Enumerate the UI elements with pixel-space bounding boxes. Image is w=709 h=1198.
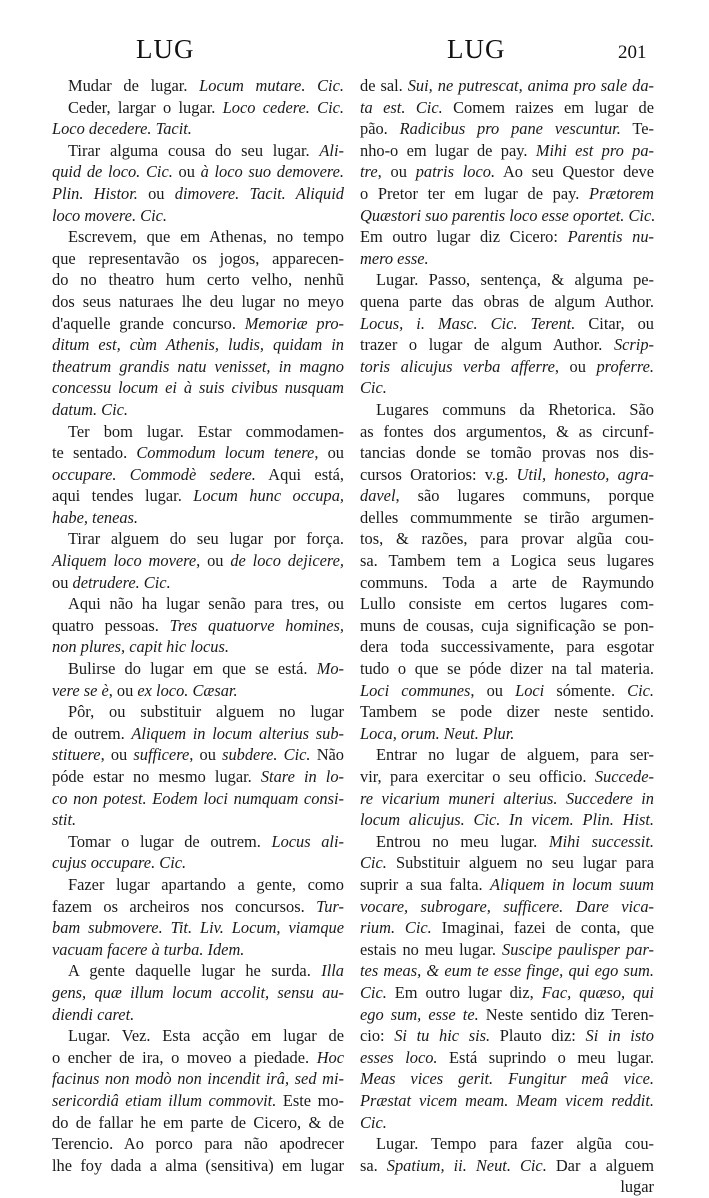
latin-text: datum. Cic. <box>52 399 129 419</box>
latin-text: Succede- <box>594 767 654 786</box>
text-line <box>360 1004 654 1026</box>
text-line <box>52 313 344 335</box>
text-line <box>360 507 654 529</box>
latin-text: de loco dejicere, <box>230 551 345 571</box>
latin-text: Hoc <box>316 1047 344 1067</box>
latin-text: Illa <box>321 961 344 981</box>
portuguese-text: que representavão os jogos, apparecen- <box>52 248 344 268</box>
text-line <box>52 421 344 443</box>
portuguese-text: d'aquelle grande concurso. <box>52 313 245 333</box>
latin-text: Mihi successit. <box>548 831 655 851</box>
portuguese-text: de outrem. <box>52 723 132 743</box>
left-column <box>52 75 344 1176</box>
text-line <box>52 140 344 162</box>
text-line <box>360 960 654 982</box>
latin-text: Stare in lo- <box>260 767 344 786</box>
text-line <box>52 744 344 766</box>
text-line <box>52 1025 344 1047</box>
text-line <box>360 485 654 507</box>
text-line <box>360 1112 654 1134</box>
portuguese-text: , ou <box>108 680 138 700</box>
text-line <box>360 75 654 97</box>
latin-text: Cic. <box>360 853 387 873</box>
text-line <box>52 226 344 248</box>
portuguese-text: ou <box>172 162 201 182</box>
portuguese-text: Comem raizes em lugar de <box>442 97 655 117</box>
latin-text: Præstat vicem meam. Meam vicem reddit. <box>360 1090 654 1110</box>
text-line <box>360 269 654 291</box>
portuguese-text: lhe foy dada a alma (sensitiva) em lugar <box>52 1155 344 1175</box>
latin-text: stituere <box>52 745 101 765</box>
latin-text: sufficere <box>133 745 190 765</box>
portuguese-text: Ceder, largar o lugar. <box>68 97 223 117</box>
text-line <box>52 507 344 529</box>
text-line <box>360 874 654 896</box>
portuguese-text: Aqui está, <box>255 464 344 484</box>
latin-text: quid de loco. Cic. <box>52 162 173 182</box>
portuguese-text: dera toda successivamente, para esgotar <box>360 637 654 657</box>
latin-text: Parentis nu- <box>567 227 654 247</box>
text-line <box>360 118 654 140</box>
portuguese-text: Está suprindo o meu lugar. <box>437 1047 654 1067</box>
latin-text: non plures, capit hic locus. <box>52 637 229 657</box>
latin-text: Fac, quæso, qui <box>541 982 654 1002</box>
portuguese-text: Lugar. Passo, sentença, & alguma pe- <box>376 270 654 290</box>
latin-text: bam submovere. Tit. Liv. Locum, viamque <box>52 918 344 938</box>
portuguese-text: Tirar alguma cousa do seu lugar. <box>68 140 320 160</box>
portuguese-text: cursos Oratorios: v.g. <box>360 464 517 484</box>
latin-text: Si in isto <box>585 1026 654 1046</box>
latin-text: loco movere. Cic. <box>52 205 167 225</box>
latin-text: Spatium, ii. Neut. Cic. <box>386 1155 547 1175</box>
text-line <box>360 982 654 1004</box>
latin-text: Loci communes <box>360 680 471 700</box>
portuguese-text: o Pretor ter em lugar de pay. <box>360 183 590 203</box>
text-line <box>360 140 654 162</box>
text-line <box>52 1155 344 1177</box>
text-line <box>52 852 344 874</box>
portuguese-text: Em outro lugar diz Cicero: <box>360 227 568 247</box>
text-line <box>360 183 654 205</box>
text-line <box>52 593 344 615</box>
latin-text: vere se è <box>52 680 109 700</box>
latin-text: dimovere. Tacit. Aliquid <box>174 183 345 203</box>
latin-text: Locus, i. Masc. Cic. Terent. <box>360 313 576 333</box>
portuguese-text: Te- <box>620 119 654 139</box>
portuguese-text: , são lugares communs, porque <box>395 486 654 506</box>
portuguese-text: quena parte das obras de algum Author. <box>360 291 654 311</box>
portuguese-text: , ou <box>470 680 516 700</box>
latin-text: patris loco. <box>415 162 496 182</box>
latin-text: Ali- <box>319 140 344 160</box>
text-line <box>52 766 344 788</box>
text-line <box>360 636 654 658</box>
text-line <box>360 356 654 378</box>
text-line <box>360 788 654 810</box>
text-line <box>52 248 344 270</box>
portuguese-text: , ou <box>377 162 416 182</box>
latin-text: habe, teneas. <box>52 507 139 527</box>
latin-text: Cic. <box>627 680 654 700</box>
text-line <box>52 291 344 313</box>
latin-text: Scrip- <box>613 335 654 355</box>
text-line <box>52 917 344 939</box>
right-column <box>360 75 654 1198</box>
latin-text: esses loco. <box>360 1047 438 1067</box>
text-line <box>360 744 654 766</box>
portuguese-text: Este mo- <box>276 1090 344 1110</box>
latin-text: occupare. Commodè sedere. <box>52 464 256 484</box>
text-line <box>360 399 654 421</box>
latin-text: Loco cedere. Cic. <box>222 97 345 117</box>
latin-text: vocare, subrogare, sufficere. Dare vica- <box>360 896 654 916</box>
portuguese-text: estais no meu lugar. <box>360 939 503 959</box>
latin-text: Loca, orum. Neut. Plur. <box>360 723 515 743</box>
latin-text: proferre. <box>596 356 654 376</box>
portuguese-text: Fazer lugar apartando a gente, como <box>68 874 344 894</box>
portuguese-text: muns de cousas, cuja significação se pon- <box>360 615 654 635</box>
text-line <box>52 1047 344 1069</box>
portuguese-text: , ou <box>314 443 344 463</box>
latin-text: vacuam facere à turba. Idem. <box>52 939 245 959</box>
portuguese-text: Plauto diz: <box>490 1026 586 1046</box>
text-line <box>360 377 654 399</box>
text-line <box>52 205 344 227</box>
text-line <box>360 917 654 939</box>
text-line <box>52 658 344 680</box>
latin-text: ex loco. Cæsar. <box>137 680 238 700</box>
text-line <box>52 809 344 831</box>
portuguese-text: trazer o lugar de algum Author. <box>360 335 614 355</box>
text-line <box>52 399 344 421</box>
text-line <box>360 1155 654 1177</box>
latin-text: diendi caret. <box>52 1004 135 1024</box>
portuguese-text: vir, para exercitar o seu officio. <box>360 767 595 786</box>
portuguese-text: Pôr, ou substituir alguem no lugar <box>68 702 344 722</box>
latin-text: Mihi est pro pa- <box>535 140 654 160</box>
portuguese-text: pão. <box>360 119 400 139</box>
portuguese-text: Lugar. Tempo para fazer algũa cou- <box>376 1134 654 1154</box>
portuguese-text: Escrevem, que em Athenas, no tempo <box>68 227 344 247</box>
latin-text: Loci <box>515 680 545 700</box>
latin-text: Suscipe paulisper par- <box>502 939 654 959</box>
text-line <box>52 1068 344 1090</box>
latin-text: Si tu hic sis. <box>394 1026 491 1046</box>
latin-text: Quæstori suo parentis loco esse oportet. Cic. <box>360 205 656 225</box>
text-line <box>360 248 654 270</box>
text-line <box>52 615 344 637</box>
text-line <box>360 852 654 874</box>
text-line <box>360 1068 654 1090</box>
latin-text: Meas vices gerit. Fungitur meâ vice. <box>360 1069 654 1089</box>
portuguese-text: , ou <box>196 551 231 571</box>
text-line <box>360 421 654 443</box>
latin-text: subdere. Cic. <box>222 745 311 765</box>
portuguese-text: nho-o em lugar de pay. <box>360 140 536 160</box>
text-line <box>52 97 344 119</box>
latin-text: Util, honesto, agra- <box>516 464 654 484</box>
portuguese-text: de sal. <box>360 76 408 95</box>
text-line <box>52 788 344 810</box>
latin-text: Cic. <box>360 982 387 1002</box>
latin-text: concessu locum ei à suis civibus nusquam <box>52 378 344 398</box>
portuguese-text: Em outro lugar diz, <box>386 982 542 1002</box>
portuguese-text: cio: <box>360 1026 395 1046</box>
text-line <box>52 701 344 723</box>
text-line <box>360 809 654 831</box>
latin-text: ta est. Cic. <box>360 97 443 117</box>
latin-text: mero esse. <box>360 248 429 268</box>
portuguese-text: Citar, ou <box>575 313 654 333</box>
latin-text: co non potest. Eodem loci numquam consi- <box>52 788 344 808</box>
text-line <box>52 636 344 658</box>
latin-text: Locus ali- <box>271 831 344 851</box>
text-line <box>360 723 654 745</box>
text-line <box>360 442 654 464</box>
text-line <box>52 118 344 140</box>
portuguese-text: sa. <box>360 1155 387 1175</box>
catchword: lugar <box>620 1177 654 1197</box>
text-line <box>52 377 344 399</box>
left-headword: LUG <box>136 34 195 64</box>
latin-text: Locum hunc occupa, <box>193 486 344 506</box>
text-line <box>360 291 654 313</box>
latin-text: stit. <box>52 810 77 830</box>
portuguese-text: Aqui não ha lugar senão para tres, ou <box>68 594 344 614</box>
text-line <box>360 464 654 486</box>
text-line <box>360 226 654 248</box>
text-line <box>360 313 654 335</box>
text-line <box>360 334 654 356</box>
latin-text: Loco decedere. Tacit. <box>52 119 192 139</box>
text-line <box>360 658 654 680</box>
text-line <box>360 593 654 615</box>
text-line <box>52 723 344 745</box>
portuguese-text: aqui tendes lugar. <box>52 486 194 506</box>
portuguese-text: sa. Tambem tem a Logica seus lugares <box>360 551 654 571</box>
portuguese-text: Lullo consiste em certos lugares com- <box>360 594 654 614</box>
text-line <box>52 464 344 486</box>
latin-text: Prætorem <box>589 183 654 203</box>
text-line <box>52 75 344 97</box>
portuguese-text: tancias donde se tomão provas nos dis- <box>360 443 654 463</box>
latin-text: tes meas, & eum te esse finge, qui ego sum. <box>360 961 654 981</box>
text-line <box>52 831 344 853</box>
portuguese-text: ou <box>137 183 175 203</box>
latin-text: Locum mutare. Cic. <box>199 76 344 95</box>
portuguese-text: Substituir alguem no seu lugar para <box>386 853 654 873</box>
text-line <box>52 550 344 572</box>
text-line <box>360 1090 654 1112</box>
latin-text: gens, quæ illum locum accolit, sensu au- <box>52 982 344 1002</box>
text-line <box>52 161 344 183</box>
text-line <box>52 485 344 507</box>
portuguese-text: dos seus naturaes lhe deu lugar no meyo <box>52 291 344 311</box>
text-line <box>360 939 654 961</box>
page-number: 201 <box>618 42 647 63</box>
text-line <box>360 161 654 183</box>
latin-text: Memoriæ pro- <box>244 313 344 333</box>
portuguese-text: ou <box>52 572 73 592</box>
text-line <box>360 615 654 637</box>
portuguese-text: Entrou no meu lugar. <box>376 831 549 851</box>
portuguese-text: , ou <box>100 745 134 765</box>
latin-text: rium. Cic. <box>360 918 432 938</box>
portuguese-text: póde estar no mesmo lugar. <box>52 767 261 786</box>
portuguese-text: o encher de ira, o moveo a piedade. <box>52 1047 317 1067</box>
portuguese-text: as fontes dos argumentos, & as circunf- <box>360 421 654 441</box>
latin-text: Aliquem loco movere <box>52 551 197 571</box>
latin-text: Radicibus pro pane vescuntur. <box>399 119 621 139</box>
portuguese-text: tudo o que se póde dizer na tal materia. <box>360 659 654 679</box>
latin-text: Aliquem in locum suum <box>489 874 655 894</box>
text-line <box>360 896 654 918</box>
portuguese-text: Ter bom lugar. Estar commodamen- <box>68 421 344 441</box>
text-line <box>52 356 344 378</box>
text-line <box>52 183 344 205</box>
latin-text: cujus occupare. Cic. <box>52 853 187 873</box>
portuguese-text: fazem os archeiros nos concursos. <box>52 896 317 916</box>
text-line <box>360 701 654 723</box>
portuguese-text: tos, & razões, para provar algũa cou- <box>360 529 654 549</box>
text-line <box>52 939 344 961</box>
portuguese-text: Mudar de lugar. <box>68 76 200 95</box>
latin-text: Mo- <box>316 659 344 679</box>
portuguese-text: Tirar alguem do seu lugar por força. <box>68 529 344 549</box>
latin-text: Commodum locum tenere <box>136 443 315 463</box>
portuguese-text: Não <box>310 745 344 765</box>
portuguese-text: Terencio. Ao porco para não apodrecer <box>52 1134 344 1154</box>
portuguese-text: , ou <box>554 356 597 376</box>
text-line <box>360 97 654 119</box>
portuguese-text: suprir a sua falta. <box>360 874 490 894</box>
text-line <box>52 960 344 982</box>
running-header <box>0 34 709 68</box>
latin-text: toris alicujus verba afferre <box>360 356 555 376</box>
text-line <box>52 874 344 896</box>
latin-text: davel <box>360 486 396 506</box>
portuguese-text: te sentado. <box>52 443 137 463</box>
text-line <box>52 442 344 464</box>
text-line <box>52 680 344 702</box>
latin-text: Cic. <box>360 378 387 398</box>
latin-text: Plin. Histor. <box>52 183 138 203</box>
portuguese-text: do no theatro hum certo velho, nenhũ <box>52 270 344 290</box>
text-line <box>52 1090 344 1112</box>
portuguese-text: Tambem se pode dizer neste sentido. <box>360 702 654 722</box>
portuguese-text: Entrar no lugar de alguem, para ser- <box>376 745 654 765</box>
latin-text: facinus non modò non incendit irâ, sed mi- <box>52 1069 344 1089</box>
text-line <box>360 1133 654 1155</box>
latin-text: detrudere. Cic. <box>72 572 171 592</box>
portuguese-text: Ao seu Questor deve <box>495 162 655 182</box>
text-line <box>52 572 344 594</box>
latin-text: locum alicujus. Cic. In vicem. Plin. Hist. <box>360 810 654 830</box>
text-line <box>360 205 654 227</box>
text-line <box>52 1133 344 1155</box>
portuguese-text: Neste sentido diz Teren- <box>478 1004 654 1024</box>
text-line <box>360 550 654 572</box>
portuguese-text: Tomar o lugar de outrem. <box>68 831 272 851</box>
text-line <box>360 831 654 853</box>
latin-text: re vicarium muneri alterius. Succedere in <box>360 788 654 808</box>
portuguese-text: Imaginai, fazei de conta, que <box>431 918 654 938</box>
latin-text: Cic. <box>360 1112 387 1132</box>
portuguese-text: Lugares communs da Rhetorica. São <box>376 399 654 419</box>
text-line <box>52 982 344 1004</box>
latin-text: sericordiâ etiam illum commovit. <box>52 1090 277 1110</box>
text-line <box>52 896 344 918</box>
portuguese-text: Bulirse do lugar em que se está. <box>68 659 317 679</box>
text-line <box>360 680 654 702</box>
portuguese-text: sómente. <box>544 680 628 700</box>
portuguese-text: , ou <box>189 745 223 765</box>
text-line <box>360 528 654 550</box>
text-line <box>52 269 344 291</box>
portuguese-text: A gente daquelle lugar he surda. <box>68 961 322 981</box>
portuguese-text: Dar a alguem <box>546 1155 654 1175</box>
portuguese-text: quatro pessoas. <box>52 615 170 635</box>
latin-text: Aliquem in locum alterius sub- <box>131 723 344 743</box>
text-line <box>360 766 654 788</box>
latin-text: Tres quatuorve homines, <box>169 615 344 635</box>
portuguese-text: do de fallar he em parte de Cicero, & de <box>52 1112 344 1132</box>
right-headword: LUG <box>447 34 506 64</box>
latin-text: à loco suo demovere. <box>200 162 344 182</box>
portuguese-text: Lugar. Vez. Esta acção em lugar de <box>68 1026 344 1046</box>
portuguese-text: communs. Toda a arte de Raymundo <box>360 572 654 592</box>
latin-text: theatrum grandis natu venisset, in magno <box>52 356 344 376</box>
latin-text: Tur- <box>316 896 344 916</box>
text-line <box>52 1004 344 1026</box>
latin-text: ego sum, esse te. <box>360 1004 479 1024</box>
portuguese-text: delles commummente se tirão argumen- <box>360 507 654 527</box>
latin-text: tre <box>360 162 378 182</box>
latin-text: ditum est, cùm Athenis, ludis, quidam in <box>52 335 344 355</box>
text-line <box>52 1112 344 1134</box>
text-line <box>52 528 344 550</box>
text-line <box>360 1047 654 1069</box>
latin-text: Sui, ne putrescat, anima pro sale da- <box>407 76 654 95</box>
text-line <box>360 572 654 594</box>
text-line <box>52 334 344 356</box>
text-line <box>360 1025 654 1047</box>
